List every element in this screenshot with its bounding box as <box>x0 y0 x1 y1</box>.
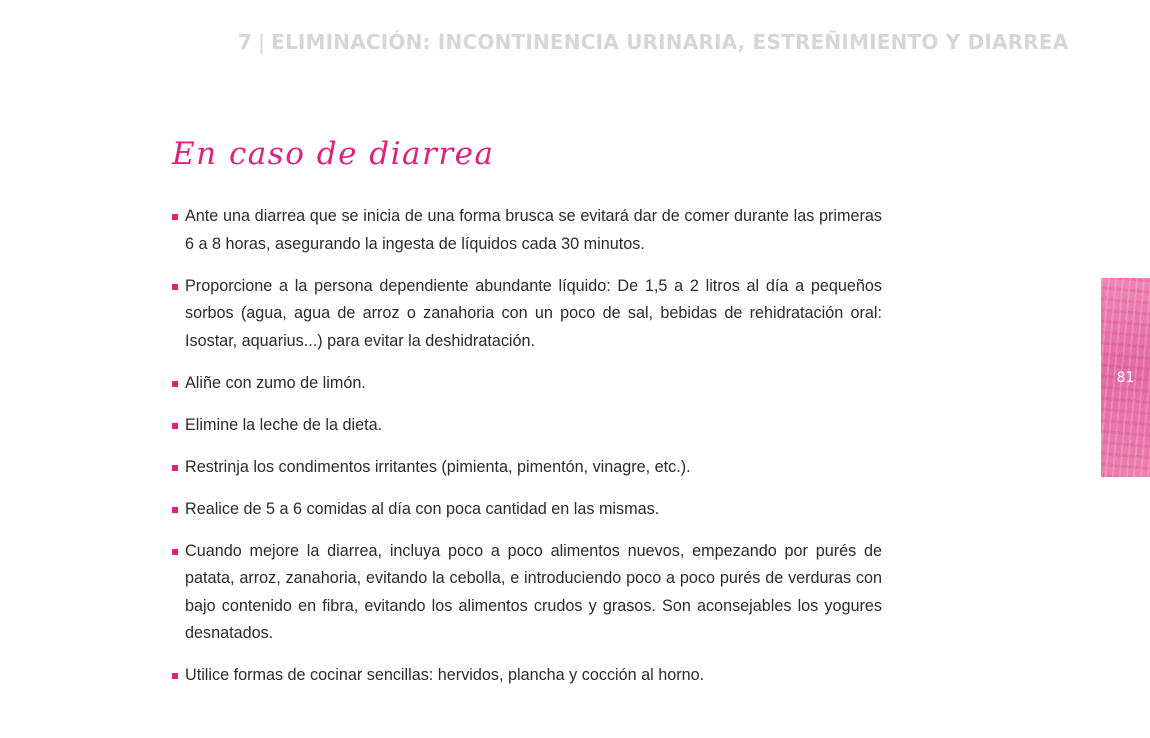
chapter-title: ELIMINACIÓN: INCONTINENCIA URINARIA, ESTREÑIMIENTO Y DIARREA <box>271 30 1069 54</box>
bullet-marker-icon <box>172 214 178 220</box>
list-item-text: Realice de 5 a 6 comidas al día con poca cantidad en las mismas. <box>185 499 660 518</box>
list-item-text: Aliñe con zumo de limón. <box>185 373 366 392</box>
list-item <box>172 412 882 440</box>
bullet-marker-icon <box>172 465 178 471</box>
list-item-text: Restrinja los condimentos irritantes (pimienta, pimentón, vinagre, etc.). <box>185 457 691 476</box>
list-item <box>172 662 882 690</box>
list-item-text: Ante una diarrea que se inicia de una forma brusca se evitará dar de comer durante las primeras 6 a 8 horas, asegurando la ingesta de líquidos cada 30 minutos. <box>185 207 882 253</box>
bullet-marker-icon <box>172 423 178 429</box>
header-separator: | <box>258 30 266 54</box>
list-item <box>172 454 882 482</box>
list-item-text: Cuando mejore la diarrea, incluya poco a poco alimentos nuevos, empezando por purés de patata, arroz, zanahoria, evitando la cebolla, e introduciendo poco a poco purés de verduras con bajo contenido en fibra, evitando los alimentos crudos y grasos. Son aconsejables los yogures desnatados. <box>185 541 882 642</box>
page-number: 81 <box>1116 370 1135 386</box>
bullet-list <box>172 203 882 704</box>
list-item <box>172 496 882 524</box>
list-item-text: Utilice formas de cocinar sencillas: hervidos, plancha y cocción al horno. <box>185 666 705 684</box>
bullet-marker-icon <box>172 507 178 513</box>
running-header <box>238 30 1098 54</box>
list-item <box>172 273 882 356</box>
list-item <box>172 538 882 648</box>
bullet-marker-icon <box>172 673 178 679</box>
list-item <box>172 203 882 258</box>
bullet-marker-icon <box>172 381 178 387</box>
list-item <box>172 370 882 398</box>
section-title: En caso de diarrea <box>172 136 495 172</box>
list-item-text: Elimine la leche de la dieta. <box>185 415 383 434</box>
list-item-text: Proporcione a la persona dependiente abundante líquido: De 1,5 a 2 litros al día a pequeños sorbos (agua, agua de arroz o zanahoria con un poco de sal, bebidas de rehidratación oral: Isostar, aquarius...) para evitar la deshidratación. <box>185 276 882 350</box>
page-tab <box>1101 278 1150 477</box>
bullet-marker-icon <box>172 284 178 290</box>
bullet-marker-icon <box>172 549 178 555</box>
chapter-number: 7 <box>238 30 253 54</box>
